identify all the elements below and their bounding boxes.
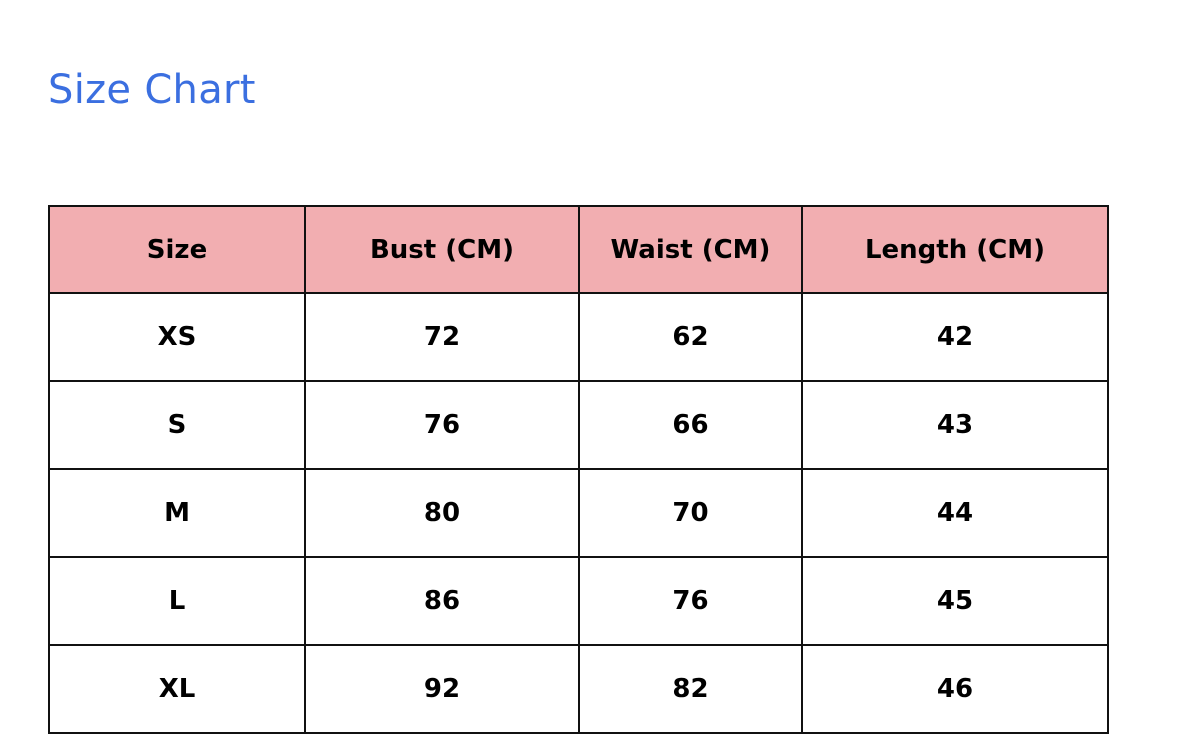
column-header-waist: Waist (CM) (579, 206, 802, 293)
size-chart-table (48, 205, 1109, 734)
cell-bust: 76 (305, 381, 579, 469)
cell-length: 46 (802, 645, 1108, 733)
cell-size: L (49, 557, 305, 645)
cell-waist: 66 (579, 381, 802, 469)
cell-waist: 70 (579, 469, 802, 557)
cell-size: M (49, 469, 305, 557)
cell-length: 44 (802, 469, 1108, 557)
table-header (49, 206, 1108, 293)
cell-waist: 62 (579, 293, 802, 381)
cell-bust: 72 (305, 293, 579, 381)
table-row (49, 469, 1108, 557)
cell-length: 45 (802, 557, 1108, 645)
cell-waist: 82 (579, 645, 802, 733)
cell-bust: 86 (305, 557, 579, 645)
table-row (49, 557, 1108, 645)
table-row (49, 381, 1108, 469)
column-header-bust: Bust (CM) (305, 206, 579, 293)
table-header-row (49, 206, 1108, 293)
cell-bust: 92 (305, 645, 579, 733)
cell-length: 42 (802, 293, 1108, 381)
column-header-length: Length (CM) (802, 206, 1108, 293)
cell-length: 43 (802, 381, 1108, 469)
cell-size: XL (49, 645, 305, 733)
table-body (49, 293, 1108, 733)
column-header-size: Size (49, 206, 305, 293)
table-row (49, 645, 1108, 733)
cell-size: XS (49, 293, 305, 381)
page-title: Size Chart (48, 67, 256, 113)
cell-size: S (49, 381, 305, 469)
table-row (49, 293, 1108, 381)
size-chart-table-container (48, 205, 1107, 734)
cell-bust: 80 (305, 469, 579, 557)
cell-waist: 76 (579, 557, 802, 645)
